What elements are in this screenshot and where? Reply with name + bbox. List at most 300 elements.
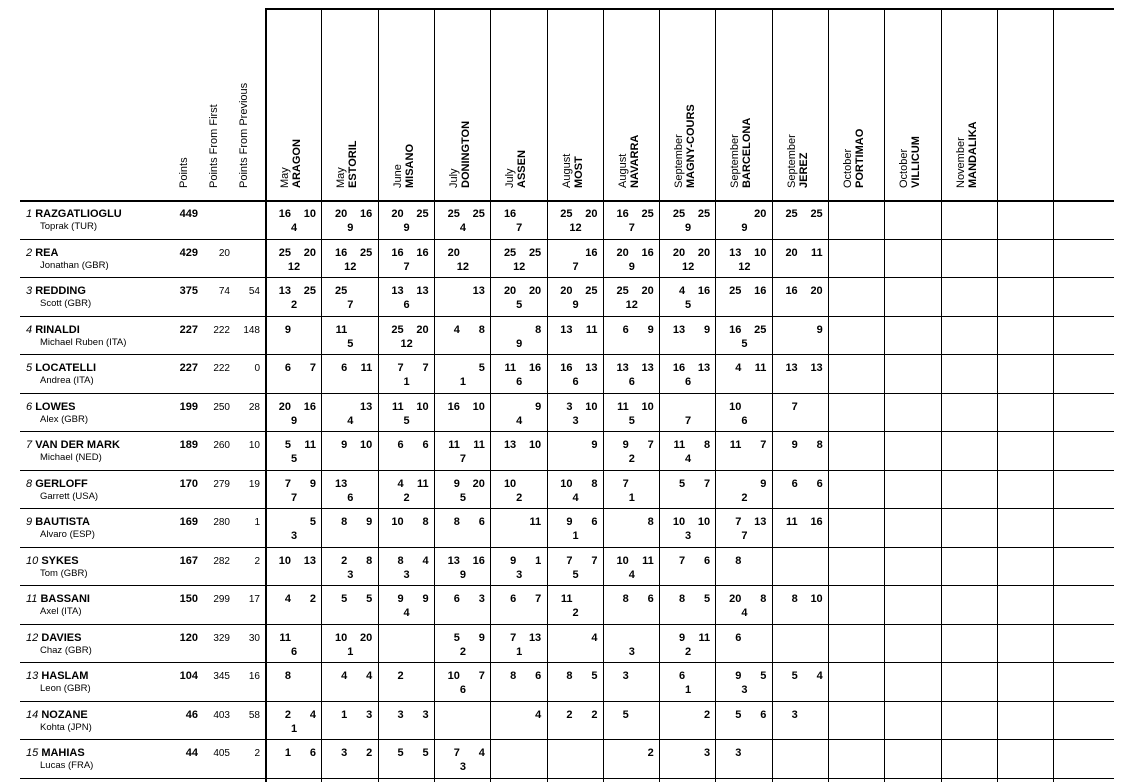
round-month: September	[729, 134, 742, 188]
rider-name	[26, 401, 76, 413]
race1-result: 9	[735, 670, 742, 682]
race1-result: 4	[735, 362, 742, 374]
race1-result: 11	[279, 631, 291, 644]
race1-result: 11	[786, 516, 798, 528]
race1-result: 4	[678, 285, 686, 297]
round-venue: ARAGON	[291, 139, 303, 188]
rider-firstname-nation	[40, 337, 126, 348]
race1-result: 25	[672, 208, 686, 220]
row-separator	[20, 739, 1114, 740]
race1-result: 6	[678, 670, 686, 682]
race1-result: 11	[448, 439, 460, 451]
row-separator	[20, 547, 1114, 548]
race2-result: 5	[591, 670, 598, 682]
superpole-result: 9	[403, 222, 410, 234]
race1-result: 9	[453, 477, 460, 490]
race1-result: 25	[503, 246, 517, 259]
superpole-result: 6	[628, 376, 635, 388]
race2-result: 8	[366, 554, 373, 567]
rider-position: 4	[26, 323, 33, 336]
superpole-result: 2	[628, 453, 635, 465]
race1-result: 20	[672, 246, 686, 259]
race2-result: 6	[309, 747, 316, 759]
superpole-result: 3	[741, 684, 748, 696]
race2-result: 16	[641, 246, 654, 259]
superpole-result: 12	[625, 299, 638, 311]
race2-result: 20	[528, 285, 542, 297]
race1-result: 3	[622, 670, 629, 682]
superpole-result: 5	[459, 491, 466, 504]
race1-result: 13	[729, 246, 742, 259]
rider-points-from-previous: 148	[243, 324, 260, 336]
superpole-result: 6	[290, 645, 298, 658]
race2-result: 1	[535, 554, 542, 567]
race2-result: 4	[422, 554, 429, 567]
rider-lastname: DAVIES	[41, 631, 82, 644]
race1-result: 20	[560, 285, 573, 297]
round-venue: NAVARRA	[628, 134, 641, 188]
grid-vline	[659, 8, 660, 782]
rider-nation: (GBR)	[64, 644, 92, 656]
rider-firstname-nation	[40, 298, 91, 309]
grid-vline	[772, 8, 773, 782]
rider-points: 150	[179, 593, 198, 605]
superpole-result: 1	[347, 645, 354, 658]
race1-result: 6	[510, 593, 517, 605]
rider-nation: (GBR)	[61, 413, 89, 425]
round-header	[955, 121, 979, 188]
grid-vline	[490, 8, 491, 782]
race1-result: 4	[397, 477, 404, 490]
superpole-result: 7	[741, 530, 748, 542]
rider-name	[26, 516, 90, 528]
race2-result: 5	[422, 747, 429, 759]
race1-result: 10	[447, 670, 460, 682]
race1-result: 8	[678, 593, 686, 605]
superpole-result: 5	[516, 299, 523, 311]
race2-result: 3	[366, 708, 373, 721]
superpole-result: 7	[347, 299, 354, 311]
superpole-result: 2	[403, 491, 410, 504]
rider-firstname-nation	[40, 606, 82, 617]
rider-points-from-first: 20	[218, 247, 230, 259]
race1-result: 20	[278, 400, 291, 413]
rider-points-from-first: 329	[213, 632, 230, 644]
round-header	[392, 144, 416, 188]
race2-result: 10	[641, 400, 654, 413]
round-month: July	[447, 168, 460, 188]
rider-firstname: Andrea	[40, 375, 71, 386]
superpole-result: 4	[572, 491, 579, 504]
rider-points: 46	[185, 708, 198, 721]
race2-result: 25	[585, 285, 598, 297]
grid-vline	[1053, 8, 1054, 782]
rider-nation: (ITA)	[73, 375, 94, 386]
race2-result: 11	[416, 477, 429, 490]
round-header	[448, 121, 472, 188]
rider-points-from-first: 279	[213, 478, 230, 490]
superpole-result: 2	[741, 491, 748, 504]
race1-result: 8	[566, 670, 573, 682]
race1-result: 9	[678, 631, 686, 644]
race1-result: 10	[391, 516, 404, 528]
race2-result: 6	[478, 516, 485, 528]
rider-points: 104	[179, 670, 198, 682]
race2-result: 6	[422, 439, 429, 451]
race2-result: 7	[535, 593, 542, 605]
rider-firstname: Leon	[40, 683, 62, 694]
race1-result: 4	[341, 670, 348, 682]
rider-nation: (GBR)	[81, 259, 109, 271]
rider-position: 3	[26, 285, 33, 297]
rider-firstname-nation	[40, 645, 92, 656]
rider-points: 44	[185, 747, 198, 759]
race2-result: 13	[472, 285, 485, 297]
grid-vline	[603, 8, 604, 782]
race2-result: 6	[591, 516, 598, 528]
rider-lastname: NOZANE	[41, 708, 88, 721]
superpole-result: 12	[287, 260, 301, 273]
rider-points-from-previous: 2	[254, 748, 260, 759]
rider-points: 429	[179, 246, 198, 259]
superpole-result: 5	[572, 568, 579, 581]
race1-result: 5	[397, 747, 404, 759]
race2-result: 4	[478, 747, 485, 759]
round-venue: DONINGTON	[459, 120, 472, 188]
race2-result: 10	[472, 400, 485, 413]
race2-result: 13	[416, 285, 429, 297]
rider-nation: (JPN)	[67, 721, 92, 733]
round-month: August	[560, 153, 573, 188]
round-month: August	[616, 153, 629, 188]
race2-result: 13	[360, 400, 373, 413]
race2-result: 9	[591, 439, 598, 451]
race2-result: 11	[304, 439, 316, 451]
rider-nation: (GBR)	[63, 683, 91, 694]
rider-firstname: Toprak	[40, 221, 69, 232]
superpole-result: 1	[572, 530, 579, 542]
grid-vline	[265, 8, 267, 782]
superpole-result: 5	[685, 299, 692, 311]
race2-result: 13	[754, 516, 767, 528]
superpole-result: 9	[290, 414, 298, 427]
race2-result: 7	[760, 439, 767, 451]
row-separator	[20, 508, 1114, 509]
race1-result: 8	[397, 554, 404, 567]
superpole-result: 9	[459, 568, 466, 581]
race2-result: 10	[528, 439, 542, 451]
race1-result: 1	[341, 708, 348, 721]
rider-firstname-nation	[40, 375, 94, 386]
round-header	[729, 118, 753, 188]
race2-result: 4	[816, 670, 823, 682]
row-separator	[20, 316, 1114, 317]
race1-result: 1	[284, 747, 291, 759]
superpole-result: 2	[685, 645, 692, 658]
superpole-result: 6	[741, 414, 748, 427]
rider-firstname-nation	[40, 221, 97, 232]
superpole-result: 3	[685, 530, 692, 542]
race2-result: 3	[703, 747, 711, 759]
race1-result: 3	[397, 708, 404, 721]
race2-result: 9	[760, 477, 767, 490]
rider-points: 170	[179, 477, 198, 490]
race1-result: 25	[447, 208, 460, 220]
race1-result: 7	[735, 516, 742, 528]
race1-result: 16	[672, 362, 686, 374]
race2-result: 11	[473, 439, 485, 451]
rider-lastname: VAN DER MARK	[35, 439, 120, 451]
superpole-result: 7	[290, 491, 298, 504]
superpole-result: 7	[403, 260, 410, 273]
race1-result: 8	[284, 670, 291, 682]
race2-result: 5	[309, 516, 316, 528]
superpole-result: 1	[403, 376, 410, 388]
race1-result: 11	[673, 439, 686, 451]
race2-result: 20	[303, 246, 316, 259]
race2-result: 25	[754, 323, 767, 336]
race1-result: 9	[341, 439, 348, 451]
row-separator	[20, 354, 1114, 355]
race1-result: 5	[622, 708, 629, 721]
race1-result: 16	[503, 208, 517, 220]
rider-nation: (ESP)	[69, 529, 95, 540]
rider-lastname: LOCATELLI	[35, 362, 97, 374]
race1-result: 11	[617, 400, 629, 413]
rider-firstname: Scott	[40, 298, 62, 309]
rider-points: 199	[179, 400, 198, 413]
rider-position: 15	[26, 747, 39, 759]
rider-position: 5	[26, 362, 33, 374]
rider-position: 10	[26, 554, 39, 567]
race1-result: 20	[335, 208, 348, 220]
header-top-line	[265, 8, 1114, 10]
race2-result: 9	[366, 516, 373, 528]
race1-result: 10	[672, 516, 686, 528]
race1-result: 11	[560, 593, 573, 605]
rider-firstname-nation	[40, 414, 88, 425]
race2-result: 5	[366, 593, 373, 605]
race2-result: 8	[760, 593, 767, 605]
rider-firstname-nation	[40, 760, 93, 771]
race1-result: 5	[735, 708, 742, 721]
rider-points-from-previous: 19	[248, 478, 260, 490]
rider-points-from-previous: 28	[248, 401, 260, 413]
superpole-result: 4	[516, 414, 523, 427]
race2-result: 7	[647, 439, 654, 451]
race2-result: 25	[303, 285, 316, 297]
rider-points-from-previous: 30	[248, 632, 260, 644]
rider-points-from-first: 282	[213, 555, 230, 567]
rider-points-from-first: 299	[213, 594, 230, 605]
rider-name	[26, 670, 88, 682]
race1-result: 10	[503, 477, 517, 490]
rider-points-from-previous: 2	[254, 555, 260, 567]
superpole-result: 5	[628, 414, 635, 427]
race2-result: 10	[585, 400, 598, 413]
row-separator	[20, 778, 1114, 779]
race1-result: 5	[791, 670, 798, 682]
row-separator	[20, 239, 1114, 240]
race1-result: 25	[335, 285, 348, 297]
race1-result: 10	[335, 631, 348, 644]
rider-name	[26, 324, 80, 336]
superpole-result: 12	[738, 260, 751, 273]
race1-result: 20	[616, 246, 629, 259]
race2-result: 10	[754, 246, 767, 259]
race1-result: 13	[672, 323, 686, 336]
race1-result: 9	[566, 516, 573, 528]
race1-result: 7	[678, 554, 686, 567]
race2-result: 6	[816, 477, 823, 490]
race2-result: 7	[703, 477, 711, 490]
race1-result: 7	[622, 477, 629, 490]
race1-result: 3	[791, 708, 798, 721]
row-separator	[20, 662, 1114, 663]
race2-result: 7	[422, 362, 429, 374]
superpole-result: 4	[290, 222, 298, 234]
superpole-result: 9	[572, 299, 579, 311]
superpole-result: 5	[347, 337, 354, 350]
race2-result: 9	[535, 400, 542, 413]
race2-result: 11	[811, 246, 823, 259]
rider-lastname: MAHIAS	[41, 747, 85, 759]
race2-result: 8	[591, 477, 598, 490]
race1-result: 5	[453, 631, 460, 644]
race2-result: 16	[303, 400, 316, 413]
race1-result: 7	[566, 554, 573, 567]
race1-result: 3	[341, 747, 348, 759]
race1-result: 3	[566, 400, 573, 413]
grid-vline	[547, 8, 548, 782]
rider-nation: (GBR)	[60, 567, 88, 579]
race1-result: 11	[504, 362, 517, 374]
race1-result: 16	[616, 208, 629, 220]
rider-firstname: Jonathan	[40, 259, 80, 271]
rider-firstname-nation	[40, 529, 95, 540]
row-separator	[20, 470, 1114, 471]
rider-lastname: REDDING	[35, 285, 86, 297]
race1-result: 2	[341, 554, 348, 567]
rider-firstname: Alex	[40, 413, 59, 425]
grid-vline	[884, 8, 885, 782]
round-header	[335, 141, 359, 188]
rider-points-from-previous: 10	[248, 440, 260, 451]
race2-result: 25	[472, 208, 485, 220]
round-venue: MISANO	[403, 144, 416, 188]
rider-firstname-nation	[40, 260, 109, 271]
row-separator	[20, 701, 1114, 702]
race2-result: 9	[422, 593, 429, 605]
race1-result: 13	[335, 477, 348, 490]
superpole-result: 12	[456, 260, 470, 273]
rider-position: 8	[26, 477, 33, 490]
rider-points: 227	[179, 323, 198, 336]
race2-result: 10	[360, 439, 373, 451]
race1-result: 4	[284, 593, 291, 605]
rider-points-from-first: 222	[213, 324, 230, 336]
round-month: November	[954, 137, 967, 188]
race2-result: 2	[647, 747, 654, 759]
race2-result: 16	[810, 516, 823, 528]
superpole-result: 1	[685, 684, 692, 696]
race2-result: 4	[309, 708, 316, 721]
rider-points-from-first: 222	[213, 363, 230, 374]
race1-result: 11	[335, 323, 348, 336]
race2-result: 10	[416, 400, 429, 413]
superpole-result: 3	[628, 645, 635, 658]
rider-firstname: Tom	[40, 567, 58, 579]
superpole-result: 3	[516, 568, 523, 581]
race2-result: 6	[647, 593, 654, 605]
rider-firstname: Michael	[40, 452, 73, 463]
race1-result: 25	[729, 285, 742, 297]
race2-result: 10	[810, 593, 823, 605]
superpole-result: 6	[459, 684, 466, 696]
round-header	[561, 154, 585, 188]
rider-points: 449	[179, 208, 198, 220]
grid-vline	[378, 8, 379, 782]
rider-points: 375	[179, 285, 198, 297]
rider-nation: (ITA)	[61, 606, 82, 617]
grid-vline	[828, 8, 829, 782]
race1-result: 9	[397, 593, 404, 605]
round-venue: JEREZ	[797, 152, 810, 188]
race2-result: 25	[697, 208, 711, 220]
race1-result: 7	[284, 477, 291, 490]
race2-result: 11	[529, 516, 542, 528]
superpole-result: 12	[681, 260, 695, 273]
race2-result: 11	[360, 362, 373, 374]
rider-position: 1	[26, 208, 33, 220]
grid-vline	[434, 8, 435, 782]
race2-result: 3	[478, 593, 485, 605]
race1-result: 20	[503, 285, 517, 297]
superpole-result: 6	[403, 299, 410, 311]
rider-lastname: LOWES	[35, 400, 76, 413]
rider-points: 169	[179, 516, 198, 528]
race2-result: 4	[366, 670, 373, 682]
race2-result: 7	[591, 554, 598, 567]
rider-name	[26, 632, 81, 644]
superpole-result: 1	[628, 491, 635, 504]
race1-result: 25	[616, 285, 629, 297]
race1-result: 16	[447, 400, 460, 413]
superpole-result: 9	[347, 222, 354, 234]
round-month: May	[335, 167, 348, 188]
round-header	[898, 136, 922, 188]
superpole-result: 1	[516, 645, 523, 658]
grid-vline	[321, 8, 322, 782]
rider-nation: (USA)	[72, 490, 99, 502]
race2-result: 5	[703, 593, 711, 605]
race2-result: 20	[585, 208, 598, 220]
superpole-result: 3	[290, 530, 298, 542]
rider-points-from-previous: 16	[248, 671, 260, 682]
race2-result: 9	[703, 323, 711, 336]
race1-result: 6	[622, 323, 629, 336]
superpole-result: 4	[403, 607, 410, 619]
round-venue: MAGNY-COURS	[685, 104, 698, 188]
race1-result: 13	[503, 439, 517, 451]
rider-nation: (TUR)	[71, 221, 98, 232]
row-separator	[20, 277, 1114, 278]
race2-result: 16	[754, 285, 767, 297]
race2-result: 16	[472, 554, 485, 567]
race2-result: 16	[528, 362, 542, 374]
round-month: October	[842, 148, 854, 188]
race1-result: 20	[447, 246, 460, 259]
